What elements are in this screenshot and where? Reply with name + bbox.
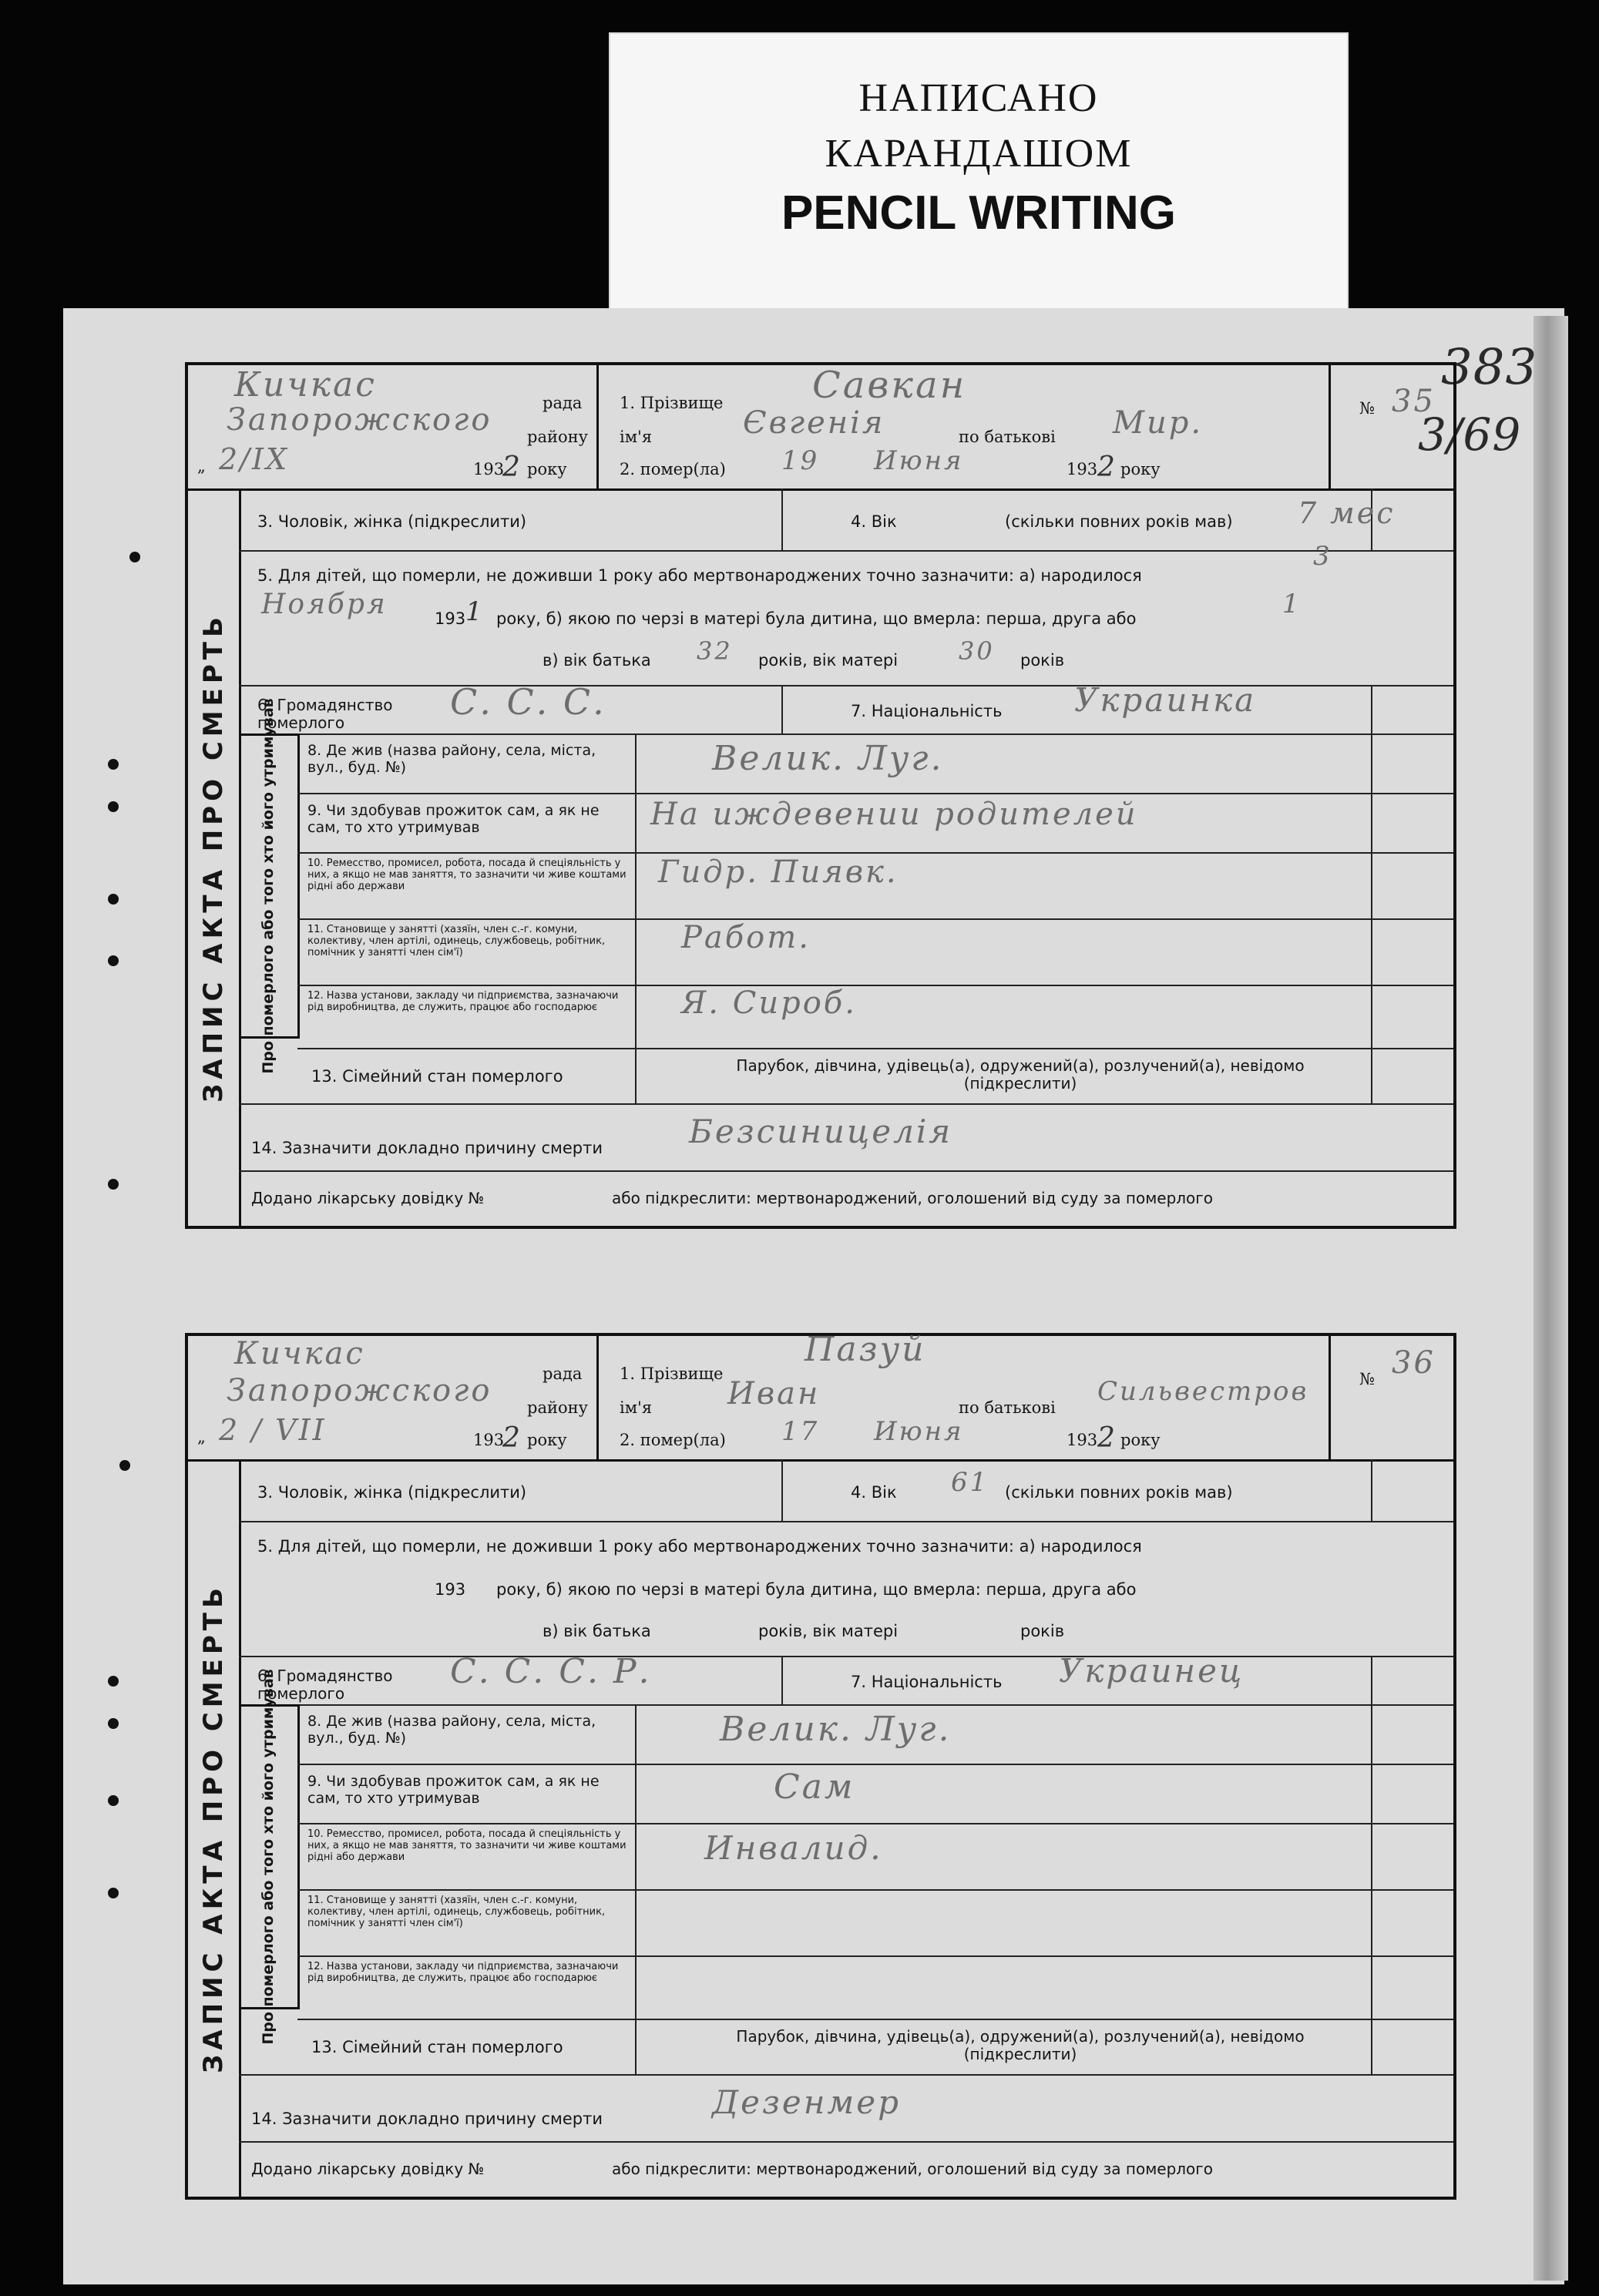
archive-folio: 3/69	[1418, 408, 1522, 461]
father-age: 32	[697, 636, 733, 666]
cause-value: Безсиницелія	[689, 1113, 953, 1150]
record-number: 36	[1392, 1345, 1436, 1381]
residence-value: Велик. Луг.	[720, 1710, 952, 1749]
marital-label: 13. Сімейний стан померлого	[311, 1067, 563, 1086]
age-value: 7 мес	[1298, 496, 1396, 530]
position-label: 11. Становище у занятті (хазяїн, член с.-г. комуни, колективу, член артілі, одинець, службовець, робітник, помічник у занятті член сім'ї)	[307, 924, 606, 958]
roku-label: року	[527, 460, 567, 478]
punch-hole	[129, 552, 140, 562]
death-year-digit: 2	[1097, 451, 1117, 483]
number-label: №	[1359, 399, 1375, 418]
punch-hole	[108, 894, 119, 905]
death-year-prefix: 193	[1067, 1431, 1098, 1449]
death-month: Июня	[874, 1416, 964, 1447]
residence-label: 8. Де жив (назва району, села, міста, вул., буд. №)	[307, 742, 596, 776]
number-label: №	[1359, 1370, 1375, 1388]
age-note: (скільки повних років мав)	[1005, 1483, 1233, 1502]
village-council-value: Кичкас	[234, 365, 377, 404]
occupation-value: Гидр. Пиявк.	[658, 854, 899, 890]
name-label: ім'я	[620, 1398, 653, 1417]
death-month: Июня	[874, 445, 964, 476]
year-digit: 2	[502, 451, 522, 483]
sex-label: 3. Чоловік, жінка (підкреслити)	[257, 1483, 527, 1502]
label-line-2: КАРАНДАШОМ	[825, 132, 1133, 176]
marital-options: Парубок, дівчина, удівець(а), одружений(а), розлучений(а), невідомо (підкреслити)	[736, 2027, 1305, 2063]
position-value: Работ.	[681, 920, 811, 955]
raion-value: Запорожского	[227, 402, 492, 438]
patronymic-label: по батькові	[959, 428, 1056, 446]
occupation-value: Инвалид.	[704, 1829, 883, 1867]
occupation-label: 10. Ремесство, промисел, робота, посада й спеціяльність у них, а якщо не мав заняття, то зазначити чи живе коштами рідні або держави	[307, 858, 626, 892]
death-roku-label: року	[1120, 1431, 1161, 1449]
citizenship-label: 6. Громадянство померлого	[257, 1667, 393, 1703]
nationality-value: Украинец	[1059, 1652, 1245, 1690]
rada-label: рада	[543, 1365, 583, 1383]
nationality-value: Украинка	[1074, 681, 1257, 719]
form-header	[188, 1330, 1453, 1462]
support-value: Сам	[774, 1767, 855, 1807]
sex-label: 3. Чоловік, жінка (підкреслити)	[257, 512, 527, 531]
father-age-label: в) вік батька	[543, 1622, 651, 1640]
death-year-digit: 2	[1097, 1422, 1117, 1454]
occupation-label: 10. Ремесство, промисел, робота, посада й спеціяльність у них, а якщо не мав заняття, то зазначити чи живе коштами рідні або держави	[307, 1828, 626, 1863]
death-date-label: 2. помер(ла)	[620, 1431, 726, 1449]
surname-value: Савкан	[812, 364, 967, 407]
position-label: 11. Становище у занятті (хазяїн, член с.-г. комуни, колективу, член артілі, одинець, службовець, робітник, помічник у занятті член сім'ї)	[307, 1895, 606, 1929]
registration-date: 2/IX	[219, 442, 290, 476]
side-subtitle-text: Про померлого або того хто його утримував	[260, 1669, 277, 2045]
institution-label: 12. Назва установи, закладу чи підприємства, зазначаючи рід виробництва, де служить, працює або господарює	[307, 1961, 619, 1984]
age-label: 4. Вік	[851, 512, 897, 531]
death-roku-label: року	[1120, 460, 1161, 478]
cause-value: Дезенмер	[712, 2083, 901, 2121]
name-value: Иван	[727, 1376, 821, 1412]
date-open-quote: „	[197, 1428, 206, 1446]
residence-label: 8. Де жив (назва району, села, міста, вул., буд. №)	[307, 1713, 596, 1747]
pencil-writing-label	[609, 32, 1349, 311]
patronymic-value: Сильвестров	[1097, 1376, 1309, 1407]
year-prefix: 193	[473, 460, 505, 478]
year-digit: 2	[502, 1422, 522, 1454]
punch-hole	[108, 1888, 119, 1898]
cause-label: 14. Зазначити докладно причину смерти	[251, 2110, 603, 2128]
born-month: Ноября	[261, 589, 388, 620]
year-prefix-children: 193	[435, 609, 466, 628]
stillborn-note: або підкреслити: мертвонароджений, оголошений від суду за померлого	[612, 1189, 1214, 1207]
stillborn-note: або підкреслити: мертвонароджений, оголошений від суду за померлого	[612, 2160, 1214, 2178]
mother-age-label: років, вік матері	[758, 1622, 899, 1640]
side-title	[188, 1459, 241, 2197]
raion-value: Запорожского	[227, 1373, 492, 1408]
born-year-digit: 1	[465, 596, 485, 627]
name-value: Євгенія	[743, 405, 885, 441]
support-label: 9. Чи здобував прожиток сам, а як не сам, то хто утримував	[307, 1773, 600, 1807]
institution-value: Я. Сироб.	[681, 985, 857, 1021]
punch-hole	[108, 1676, 119, 1687]
citizenship-value: С. С. С. Р.	[450, 1652, 652, 1691]
record-number: 35	[1392, 384, 1436, 419]
archive-number: 383	[1441, 339, 1538, 396]
years-label: років	[1020, 1622, 1065, 1640]
name-label: ім'я	[620, 428, 653, 446]
village-council-value: Кичкас	[234, 1336, 365, 1371]
patronymic-value: Мир.	[1113, 405, 1204, 441]
marital-options: Парубок, дівчина, удівець(а), одружений(а), розлучений(а), невідомо (підкреслити)	[736, 1056, 1305, 1093]
years-label: років	[1020, 651, 1065, 670]
date-open-quote: „	[197, 457, 206, 475]
raion-label: району	[527, 1398, 588, 1417]
age-note: (скільки повних років мав)	[1005, 512, 1233, 531]
punch-hole	[119, 1460, 130, 1471]
rada-label: рада	[543, 394, 583, 412]
year-prefix: 193	[473, 1431, 505, 1449]
side-title	[188, 488, 241, 1226]
age-value: 61	[951, 1467, 989, 1498]
roku-label: року	[527, 1431, 567, 1449]
patronymic-label: по батькові	[959, 1398, 1056, 1417]
punch-hole	[108, 759, 119, 770]
mother-age: 30	[959, 636, 995, 666]
nationality-label: 7. Національність	[851, 1673, 1003, 1691]
cause-label: 14. Зазначити докладно причину смерти	[251, 1139, 603, 1157]
born-day: 3	[1313, 541, 1332, 572]
surname-value: Пазуй	[805, 1330, 926, 1369]
punch-hole	[108, 801, 119, 812]
side-subtitle	[239, 1669, 300, 2045]
punch-hole	[108, 1795, 119, 1806]
side-title-text: ЗАПИС АКТА ПРО СМЕРТЬ	[198, 1583, 229, 2073]
surname-label: 1. Прізвище	[620, 394, 724, 412]
mother-age-label: років, вік матері	[758, 651, 899, 670]
nationality-label: 7. Національність	[851, 702, 1003, 720]
institution-label: 12. Назва установи, закладу чи підприємства, зазначаючи рід виробництва, де служить, працює або господарює	[307, 990, 619, 1013]
page-edge	[1533, 316, 1568, 2281]
support-label: 9. Чи здобував прожиток сам, а як не сам, то хто утримував	[307, 802, 600, 836]
surname-label: 1. Прізвище	[620, 1365, 724, 1383]
side-subtitle	[239, 698, 300, 1074]
support-value: На иждевении родителей	[650, 797, 1138, 832]
citizenship-label: 6. Громадянство померлого	[257, 696, 393, 732]
age-label: 4. Вік	[851, 1483, 897, 1502]
side-title-text: ЗАПИС АКТА ПРО СМЕРТЬ	[198, 612, 229, 1103]
order-label: року, б) якою по черзі в матері була дитина, що вмерла: перша, друга або	[496, 1580, 1137, 1599]
side-subtitle-text: Про померлого або того хто його утримував	[260, 698, 277, 1074]
label-line-1: НАПИСАНО	[858, 76, 1099, 120]
children-label: 5. Для дітей, що померли, не доживши 1 року або мертвонароджених точно зазначити: а) народилося	[257, 566, 1142, 585]
death-day: 19	[781, 445, 820, 476]
form-header	[188, 365, 1453, 491]
raion-label: району	[527, 428, 588, 446]
father-age-label: в) вік батька	[543, 651, 651, 670]
children-label: 5. Для дітей, що померли, не доживши 1 року або мертвонароджених точно зазначити: а) народилося	[257, 1537, 1142, 1556]
child-order: 1	[1282, 589, 1302, 619]
punch-hole	[108, 1179, 119, 1190]
medical-cert-label: Додано лікарську довідку №	[251, 1189, 485, 1207]
punch-hole	[108, 1718, 119, 1729]
death-record-form-1	[185, 362, 1456, 1229]
death-day: 17	[781, 1416, 820, 1447]
death-record-form-2	[185, 1330, 1456, 2200]
order-label: року, б) якою по черзі в матері була дитина, що вмерла: перша, друга або	[496, 609, 1137, 628]
label-line-3: PENCIL WRITING	[781, 186, 1177, 240]
death-year-prefix: 193	[1067, 460, 1098, 478]
marital-label: 13. Сімейний стан померлого	[311, 2038, 563, 2056]
registration-date: 2 / VII	[219, 1413, 327, 1447]
residence-value: Велик. Луг.	[712, 739, 944, 778]
death-date-label: 2. помер(ла)	[620, 460, 726, 478]
punch-hole	[108, 955, 119, 966]
medical-cert-label: Додано лікарську довідку №	[251, 2160, 485, 2178]
citizenship-value: С. С. С.	[450, 681, 606, 723]
year-prefix-children: 193	[435, 1580, 466, 1599]
